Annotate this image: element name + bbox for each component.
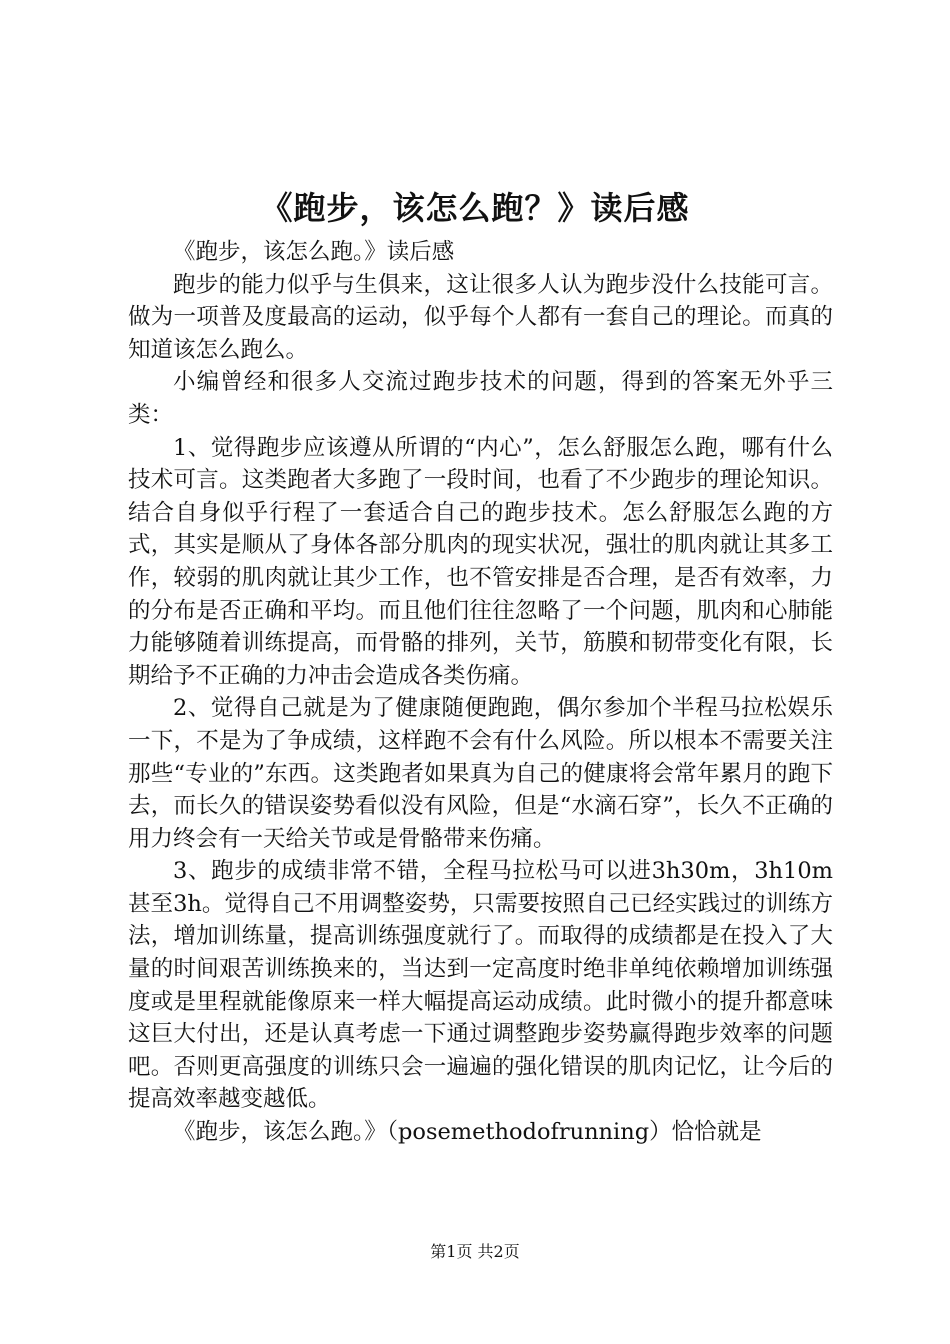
paragraph-type-2: 2、觉得自己就是为了健康随便跑跑，偶尔参加个半程马拉松娱乐一下，不是为了争成绩，这样跑不会有什么风险。所以根本不需要关注那些“专业的”东西。这类跑者如果真为自己的健康将会常年累月的跑下去，而长久的错误姿势看似没有风险，但是“水滴石穿”，长久不正确的用力终会有一天给关节或是骨骼带来伤痛。: [128, 695, 833, 852]
document-body: [128, 236, 833, 1149]
document-title: 《跑步，该怎么跑？》读后感: [260, 189, 690, 227]
paragraph-type-1: 1、觉得跑步应该遵从所谓的“内心”，怎么舒服怎么跑，哪有什么技术可言。这类跑者大多跑了一段时间，也看了不少跑步的理论知识。结合自身似乎行程了一套适合自己的跑步技术。怎么舒服怎么跑的方式，其实是顺从了身体各部分肌肉的现实状况，强壮的肌肉就让其多工作，较弱的肌肉就让其少工作，也不管安排是否合理，是否有效率，力的分布是否正确和平均。而且他们往往忽略了一个问题，肌肉和心肺能力能够随着训练提高，而骨骼的排列，关节，筋膜和韧带变化有限，长期给予不正确的力冲击会造成各类伤痛。: [128, 434, 833, 689]
document-subtitle: 《跑步，该怎么跑。》读后感: [173, 239, 455, 265]
paragraph-book-intro: 《跑步，该怎么跑。》（posemethodofrunning）恰恰就是: [173, 1119, 762, 1146]
paragraph-survey: 小编曾经和很多人交流过跑步技术的问题，得到的答案无外乎三类：: [128, 369, 833, 428]
paragraph-type-3: 3、跑步的成绩非常不错，全程马拉松马可以进3h30m，3h10m甚至3h。觉得自己不用调整姿势，只需要按照自己已经实践过的训练方法，增加训练量，提高训练强度就行了。而取得的成绩都是在投入了大量的时间艰苦训练换来的，当达到一定高度时绝非单纯依赖增加训练强度或是里程就能像原来一样大幅提高运动成绩。此时微小的提升都意味这巨大付出，还是认真考虑一下通过调整跑步姿势赢得跑步效率的问题吧。否则更高强度的训练只会一遍遍的强化错误的肌肉记忆，让今后的提高效率越变越低。: [128, 858, 833, 1113]
paragraph-intro: 跑步的能力似乎与生俱来，这让很多人认为跑步没什么技能可言。做为一项普及度最高的运动，似乎每个人都有一套自己的理论。而真的知道该怎么跑么。: [128, 271, 833, 363]
page-number: 第1页 共2页: [430, 1242, 520, 1261]
